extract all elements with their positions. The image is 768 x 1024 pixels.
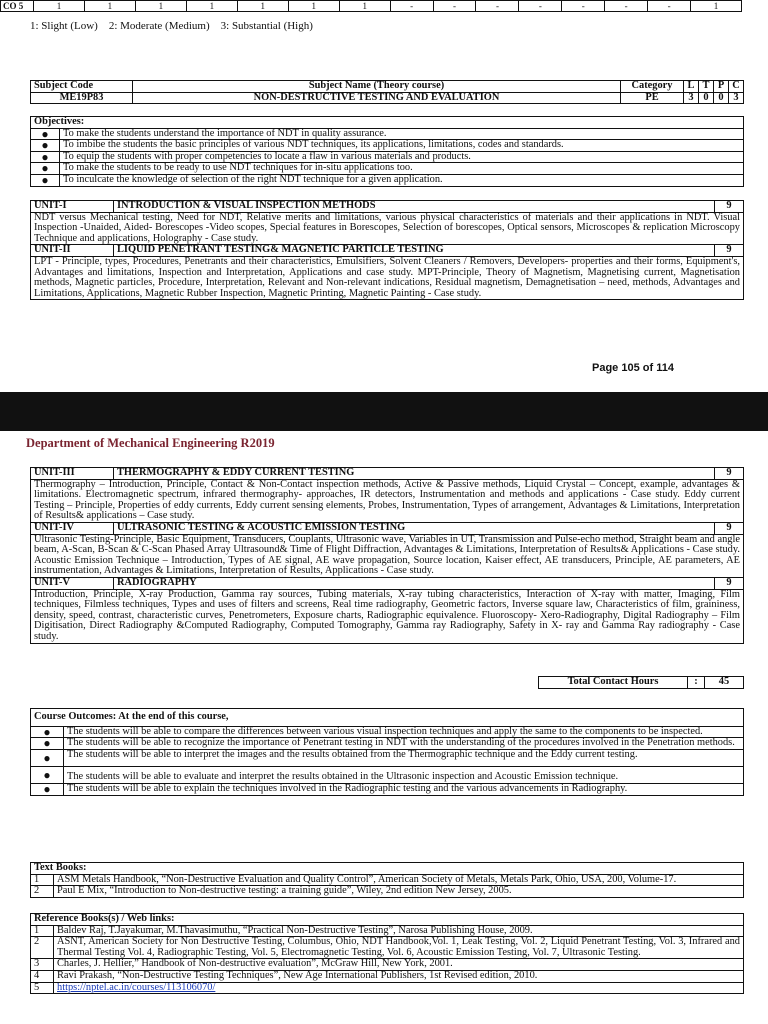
nptel-link[interactable]: https://nptel.ac.in/courses/113106070/ <box>57 981 216 993</box>
ltpc-header: L <box>684 81 699 93</box>
reference-number: 5 <box>31 982 54 994</box>
bullet-icon: ● <box>31 128 60 140</box>
unit-body: LPT - Principle, types, Procedures, Penetrants and their characteristics, Emulsifiers, Solvent Cleaners / Removers, Developers- properties and their forms, Equipment's, Advantages and limitations, Inspection and Interpretation, Applications and case study. MPT-Principle, Theory of Magnetism, Magnetising current, Magnetisation methods, Magnetic particles, Procedure, Interpretation, Relevant and Non-relevant indications, Residual magnetism, Demagnetisation – need, methods, Advantages and Limitations, Applications, Magnetic Rubber Inspection, Magnetic Printing, Magnetic Painting - Case study. <box>31 256 744 299</box>
reference-number: 1 <box>31 925 54 937</box>
unit-label: UNIT-I <box>31 201 114 213</box>
unit-hours: 9 <box>715 522 744 534</box>
co-cell: - <box>390 1 433 12</box>
unit-title: ULTRASONIC TESTING & ACOUSTIC EMISSION TESTING <box>114 522 715 534</box>
outcome-item: The students will be able to compare the differences between various visual inspection techniques and apply the same to the components to be inspected. <box>64 726 744 738</box>
unit-hours: 9 <box>715 245 744 257</box>
bullet-icon: ● <box>31 140 60 152</box>
co-cell: - <box>519 1 562 12</box>
unit-body: Introduction, Principle, X-ray Production, Gamma ray sources, Tubing materials, X-ray tubing characteristics, Interaction of X-ray with matter, Imaging, Film techniques, Filmless techniques, Types and uses of filters and screens, Real time radiography, Geometric factors, Inverse square law, Characteristics of film, graininess, density, speed, contrast, characteristic curves, Penetrometers, Exposure charts, Radiographic equivalence. Fluoroscopy- Xero-Radiography, Digital Radiography – Film Digitisation, Direct Radiography &Computed Radiography, Computed Tomography, Gamma ray Radiography, Safety in X- ray and Gamma Ray radiography - Case study. <box>31 589 744 643</box>
co-cell: 1 <box>84 1 135 12</box>
outcome-item: The students will be able to explain the techniques involved in the Radiographic testing and the various advancements in Radiography. <box>64 783 744 795</box>
unit-label: UNIT-III <box>31 468 114 480</box>
co-cell: 1 <box>186 1 237 12</box>
outcome-item: The students will be able to recognize the importance of Penetrant testing in NDT with the understanding of the procedures involved in the Penetration methods. <box>64 738 744 750</box>
outcome-item: The students will be able to interpret the images and the results obtained from the Thermographic technique and the Eddy current testing. <box>64 749 744 767</box>
unit-hours: 9 <box>715 577 744 589</box>
reference-item: Ravi Prakash, “Non-Destructive Testing Techniques”, New Age International Publishers, 1st Revised edition, 2010. <box>54 970 744 982</box>
references-table <box>30 913 744 994</box>
subject-name: NON-DESTRUCTIVE TESTING AND EVALUATION <box>133 92 621 104</box>
co-label: CO 5 <box>1 1 34 12</box>
co-cell: - <box>433 1 476 12</box>
bullet-icon: ● <box>31 726 64 738</box>
total-contact-table <box>538 676 744 689</box>
bullet-icon: ● <box>31 749 64 767</box>
subject-table <box>30 80 744 104</box>
unit-title: RADIOGRAPHY <box>114 577 715 589</box>
co-cell: - <box>476 1 519 12</box>
textbooks-table <box>30 862 744 898</box>
unit-body: Thermography – Introduction, Principle, Contact & Non-Contact inspection methods, Active & Passive methods, Liquid Crystal – Concept, example, advantages & limitations. Electromagnetic spectrum, infrared thermography- approaches, IR detectors, Instrumentation and methods and applications - Case study. Eddy current Testing – Principle, Properties of eddy currents, Eddy current sensing elements, Probes, Instrumentation, Types of arrangement, Advantages & Limitations, Interpretation of Results& applications – Case study. <box>31 479 744 522</box>
reference-item: ASNT, American Society for Non Destructive Testing, Columbus, Ohio, NDT Handbook,Vol. 1, Leak Testing, Vol. 2, Liquid Penetrant Testing, Vol. 3, Infrared and Thermal Testing Vol. 4, Radiographic Testing, Vol. 5, Electromagnetic Testing, Vol. 6, Acoustic Emission Testing, Vol. 7, Ultrasonic Testing. <box>54 937 744 959</box>
total-contact-label: Total Contact Hours <box>539 677 688 689</box>
outcomes-table <box>30 708 744 796</box>
objective-item: To make the students understand the importance of NDT in quality assurance. <box>60 128 744 140</box>
page-separator <box>0 392 768 431</box>
ltpc-value: 0 <box>714 92 729 104</box>
ltpc-value: 0 <box>699 92 714 104</box>
co-cell: 1 <box>288 1 339 12</box>
unit-hours: 9 <box>715 201 744 213</box>
scale-legend: 1: Slight (Low) 2: Moderate (Medium) 3: Substantial (High) <box>30 20 313 32</box>
category: PE <box>621 92 684 104</box>
unit-label: UNIT-II <box>31 245 114 257</box>
unit-label: UNIT-V <box>31 577 114 589</box>
textbook-number: 2 <box>31 886 54 898</box>
unit-body: NDT versus Mechanical testing, Need for NDT, Relative merits and limitations, various physical characteristics of materials and their applications in NDT. Visual Inspection -Unaided, Aided- Borescopes -Video scopes, Special features in Borescopes, Selection of borescopes, Optical sensors, Microscopes & replication Microscopy Technique and applications, Holography - Case study. <box>31 212 744 245</box>
reference-number: 4 <box>31 970 54 982</box>
ltpc-header: P <box>714 81 729 93</box>
bullet-icon: ● <box>31 163 60 175</box>
subject-name-header: Subject Name (Theory course) <box>133 81 621 93</box>
reference-item: Baldev Raj, T.Jayakumar, M.Thavasimuthu, “Practical Non-Destructive Testing”, Narosa Publishing House, 2009. <box>54 925 744 937</box>
textbooks-title: Text Books: <box>31 863 744 875</box>
references-title: Reference Books(s) / Web links: <box>31 914 744 926</box>
reference-number: 2 <box>31 937 54 959</box>
co-cell: - <box>648 1 691 12</box>
objective-item: To imbibe the students the basic principles of various NDT techniques, its applications, limitations, codes and standards. <box>60 140 744 152</box>
reference-number: 3 <box>31 959 54 971</box>
unit-hours: 9 <box>715 468 744 480</box>
reference-item: Charles, J. Hellier,” Handbook of Non-destructive evaluation”, McGraw Hill, New York, 2001. <box>54 959 744 971</box>
bullet-icon: ● <box>31 174 60 186</box>
ltpc-header: C <box>729 81 744 93</box>
bullet-icon: ● <box>31 783 64 795</box>
units-table-page1 <box>30 200 744 300</box>
unit-label: UNIT-IV <box>31 522 114 534</box>
co-cell: 1 <box>237 1 288 12</box>
unit-title: LIQUID PENETRANT TESTING& MAGNETIC PARTICLE TESTING <box>114 245 715 257</box>
textbook-item: Paul E Mix, “Introduction to Non-destructive testing: a training guide”, Wiley, 2nd edition New Jersey, 2005. <box>54 886 744 898</box>
bullet-icon: ● <box>31 767 64 784</box>
page-number: Page 105 of 114 <box>592 362 674 374</box>
department-header: Department of Mechanical Engineering R2019 <box>26 436 275 450</box>
outcomes-title: Course Outcomes: At the end of this course, <box>31 709 744 727</box>
co-cell: 1 <box>135 1 186 12</box>
textbook-item: ASM Metals Handbook, “Non-Destructive Evaluation and Quality Control”, American Society of Metals, Metals Park, Ohio, USA, 200, Volume-17. <box>54 874 744 886</box>
total-contact-sep: : <box>688 677 705 689</box>
total-contact-value: 45 <box>705 677 744 689</box>
textbook-number: 1 <box>31 874 54 886</box>
objective-item: To make the students to be ready to use NDT techniques for in-situ applications too. <box>60 163 744 175</box>
co-cell: 1 <box>339 1 390 12</box>
unit-title: THERMOGRAPHY & EDDY CURRENT TESTING <box>114 468 715 480</box>
outcome-item: The students will be able to evaluate and interpret the results obtained in the Ultrasonic inspection and Acoustic Emission technique. <box>64 767 744 784</box>
units-table-page2 <box>30 467 744 644</box>
co-cell: 1 <box>691 1 742 12</box>
objectives-table <box>30 116 744 187</box>
category-header: Category <box>621 81 684 93</box>
objectives-title: Objectives: <box>31 117 744 129</box>
subject-code: ME19P83 <box>31 92 133 104</box>
subject-code-header: Subject Code <box>31 81 133 93</box>
ltpc-value: 3 <box>729 92 744 104</box>
bullet-icon: ● <box>31 151 60 163</box>
co-mapping-row <box>0 0 742 12</box>
objective-item: To equip the students with proper competencies to locate a flaw in various materials and products. <box>60 151 744 163</box>
bullet-icon: ● <box>31 738 64 750</box>
co-cell: - <box>605 1 648 12</box>
unit-body: Ultrasonic Testing-Principle, Basic Equipment, Transducers, Couplants, Ultrasonic wave, Variables in UT, Transmission and Pulse-echo method, Straight beam and angle beam, A-Scan, B-Scan & C-Scan Phased Array Ultrasound& Time of Flight Diffraction, Advantages & Limitations, Interpretation of Results& Applications - Case study. Acoustic Emission Technique – Introduction, Types of AE signal, AE wave propagation, Source location, Kaiser effect, AE transducers, Principle, AE parameters, AE instrumentation, Advantages & Limitations, Interpretation of Results, Applications - Case study. <box>31 534 744 577</box>
co-cell: 1 <box>34 1 85 12</box>
ltpc-value: 3 <box>684 92 699 104</box>
objective-item: To inculcate the knowledge of selection of the right NDT technique for a given application. <box>60 174 744 186</box>
unit-title: INTRODUCTION & VISUAL INSPECTION METHODS <box>114 201 715 213</box>
co-cell: - <box>562 1 605 12</box>
ltpc-header: T <box>699 81 714 93</box>
